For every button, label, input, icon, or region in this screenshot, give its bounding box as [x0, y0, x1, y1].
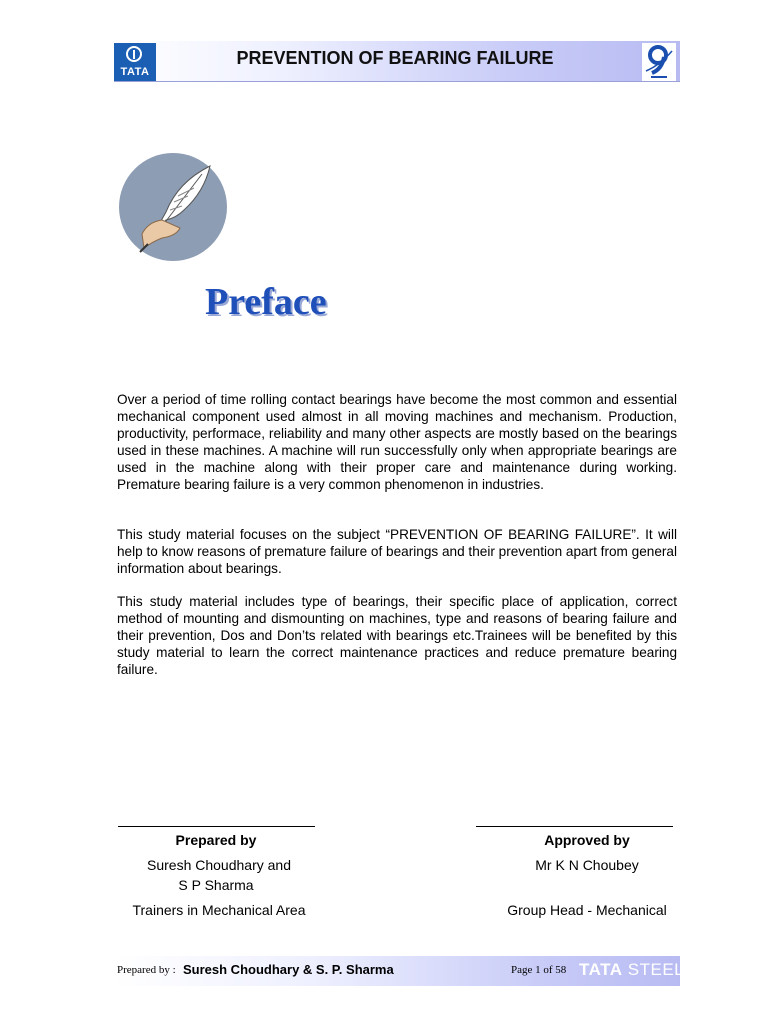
prepared-by-role: Trainers in Mechanical Area	[132, 902, 306, 918]
tata-logo	[114, 43, 156, 81]
approved-by-heading: Approved by	[544, 832, 630, 848]
tata-emblem-icon	[126, 46, 142, 62]
paragraph-2: This study material focuses on the subject “PREVENTION OF BEARING FAILURE”. It will help to know reasons of premature failure of bearings and their prevention apart from general information about bearings.	[117, 527, 677, 576]
header-divider	[114, 81, 680, 82]
tata-steel-logo	[579, 960, 684, 980]
approved-by-role: Group Head - Mechanical	[507, 902, 667, 918]
prepared-by-heading: Prepared by	[175, 832, 257, 848]
prepared-signature-line	[118, 826, 315, 827]
paragraph-1: Over a period of time rolling contact bearings have become the most common and essential mechanical component used almost in all moving machines and mechanism. Production, productivity, performace, reliability and many other aspects are mostly based on the bearings used in these machines. A machine will run successfully only when appropriate bearings are used in the machine along with their proper care and maintenance during working. Premature bearing failure is a very common phenomenon in industries.	[117, 392, 677, 492]
quill-pen-icon	[118, 152, 228, 262]
tata-steel-logo-bold: TATA	[579, 960, 623, 979]
prepared-by-name-line2: S P Sharma	[178, 877, 254, 893]
document-title: PREVENTION OF BEARING FAILURE	[236, 48, 554, 68]
tsti-logo-icon	[642, 43, 676, 81]
prepared-by-name-line1: Suresh Choudhary and	[147, 857, 291, 873]
approved-signature-line	[476, 826, 673, 827]
footer-prepared-label: Prepared by :	[117, 964, 176, 976]
tata-logo-text: TATA	[120, 66, 150, 78]
footer-authors: Suresh Choudhary & S. P. Sharma	[183, 962, 394, 977]
page-title: Preface	[205, 281, 327, 323]
approved-by-name: Mr K N Choubey	[535, 857, 639, 873]
tata-steel-logo-rest: STEEL	[627, 960, 685, 979]
page-number: Page 1 of 58	[511, 964, 567, 976]
paragraph-3: This study material includes type of bearings, their specific place of application, correct method of mounting and dismounting on machines, type and reasons of bearing failure and their prevention, Dos and Don’ts related with bearings etc.Trainees will be benefited by this study material to learn the correct maintenance practices and reduce premature bearing failure.	[117, 594, 677, 677]
